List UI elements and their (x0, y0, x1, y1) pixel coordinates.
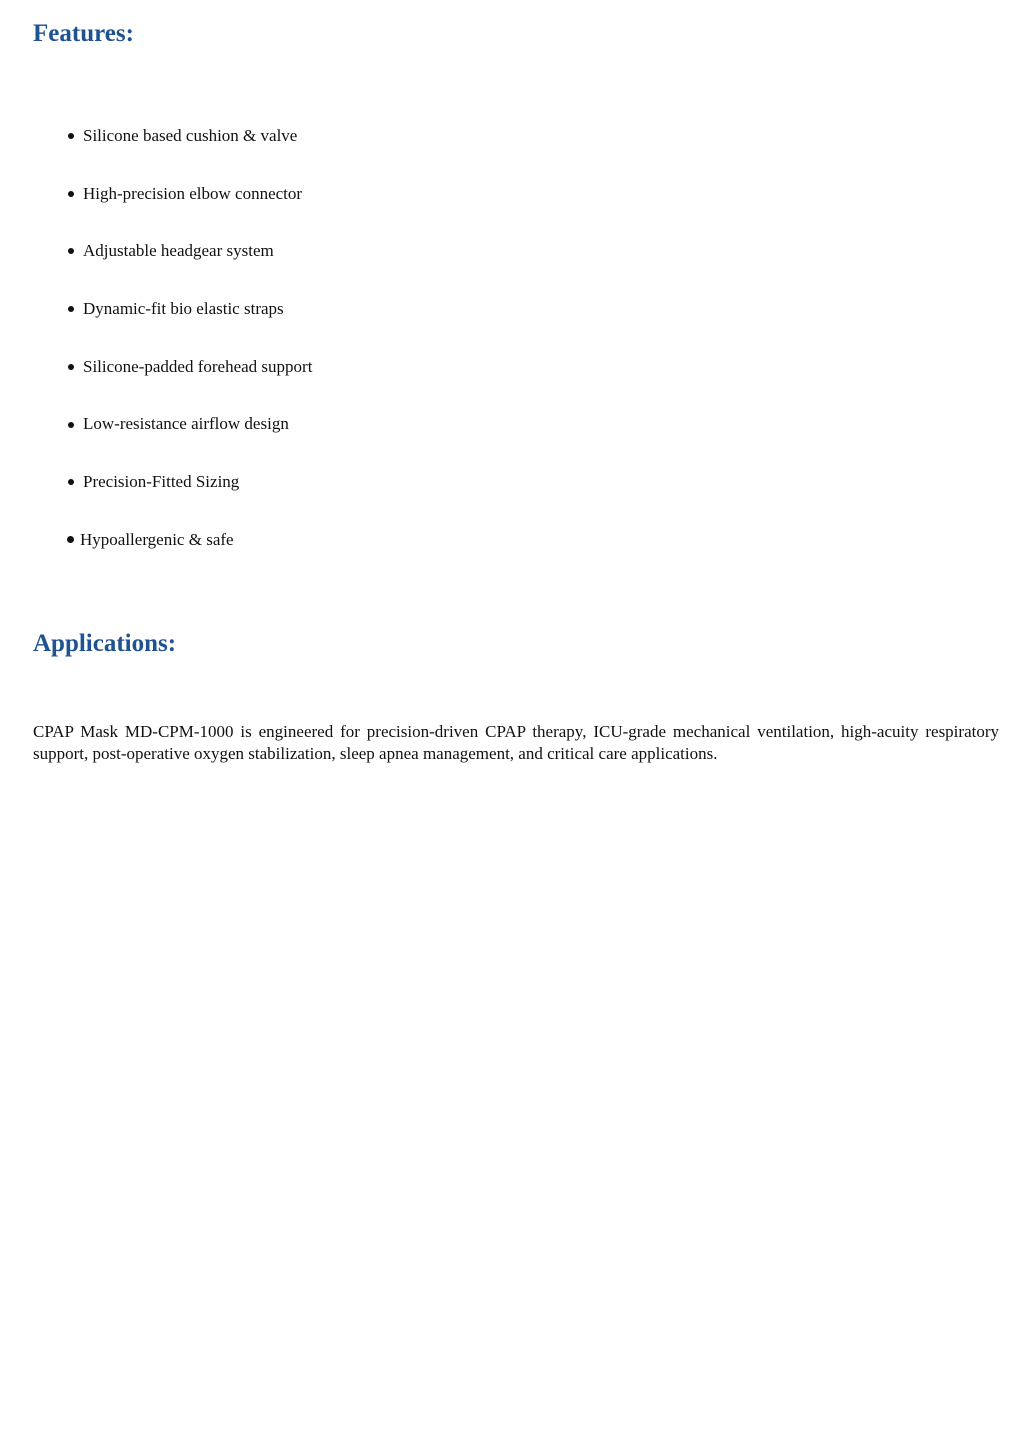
applications-paragraph: CPAP Mask MD-CPM-1000 is engineered for precision-driven CPAP therapy, ICU-grade mechanical ventilation, high-acuity respiratory support, post-operative oxygen stabilization, sleep apnea management, and critical care applications. (33, 722, 999, 763)
feature-item-text: Precision-Fitted Sizing (83, 472, 240, 492)
feature-item-text: Silicone-padded forehead support (83, 356, 313, 376)
applications-heading: Applications: (33, 630, 177, 657)
features-list (66, 126, 312, 588)
feature-item (66, 472, 312, 492)
bullet-dot-icon (68, 422, 74, 428)
bullet-dot-icon (68, 133, 74, 139)
bullet-dot-icon (68, 364, 74, 370)
feature-item (66, 530, 312, 550)
feature-item-text: Adjustable headgear system (83, 241, 274, 261)
feature-item (66, 184, 312, 204)
feature-item-text: Dynamic-fit bio elastic straps (83, 299, 284, 319)
feature-item (66, 414, 312, 434)
feature-item-text: High-precision elbow connector (83, 183, 303, 203)
bullet-dot-icon (68, 191, 74, 197)
bullet-dot-icon (68, 306, 74, 312)
bullet-dot-icon (68, 479, 74, 485)
feature-item (66, 357, 312, 377)
feature-item-text: Silicone based cushion & valve (83, 126, 298, 145)
feature-item (66, 126, 312, 146)
bullet-dot-icon (68, 248, 74, 254)
features-heading: Features: (33, 20, 134, 47)
feature-item (66, 241, 312, 261)
feature-item-text: Hypoallergenic & safe (80, 529, 234, 549)
bullet-dot-icon (67, 536, 74, 543)
feature-item (66, 299, 312, 319)
feature-item-text: Low-resistance airflow design (83, 414, 289, 434)
